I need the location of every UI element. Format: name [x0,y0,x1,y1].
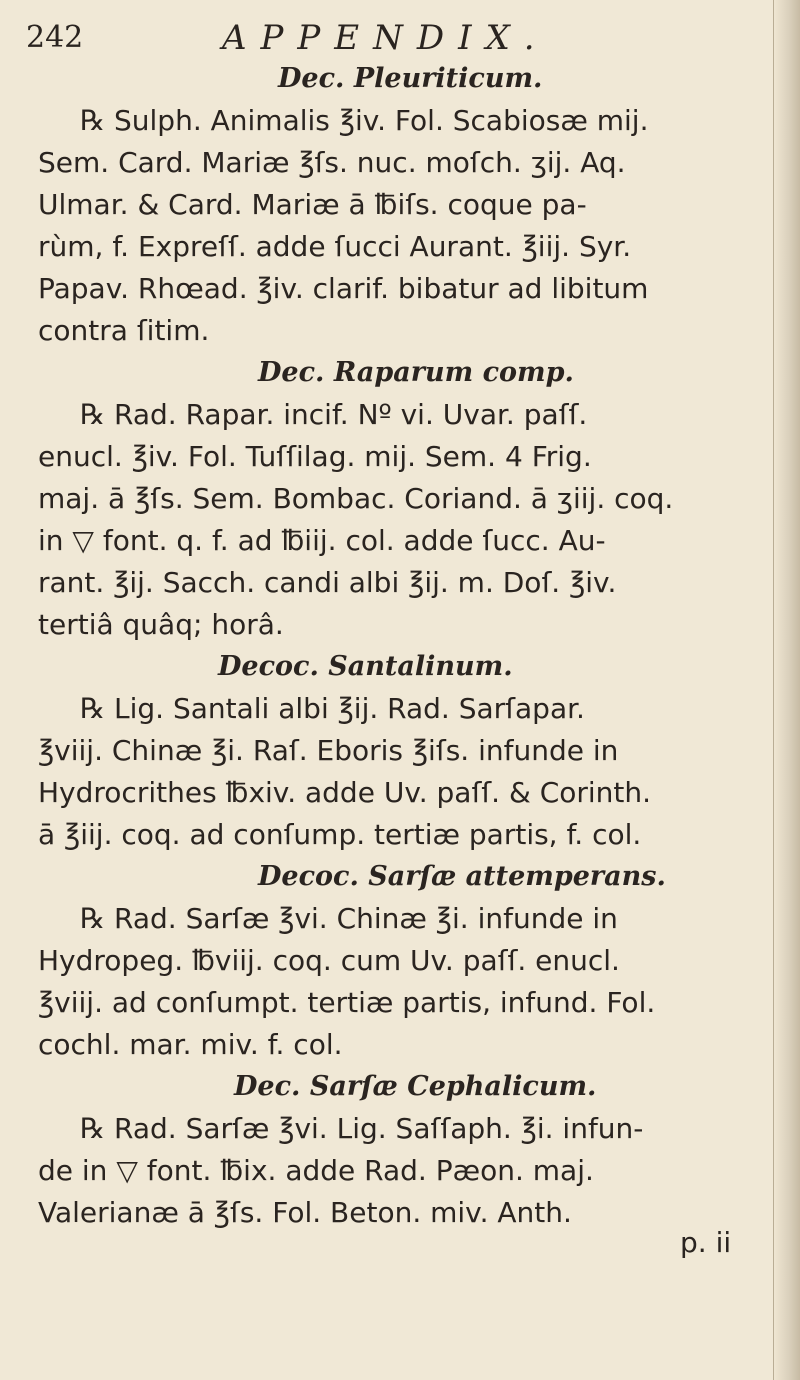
page-header [26,16,760,56]
page-number: 242 [26,20,84,55]
recipe-line: ā ℥iij. coq. ad conſump. tertiæ partis, f. col. [38,818,642,851]
page-gutter-edge [773,0,800,1380]
recipe-line: Ulmar. & Card. Mariæ ā ℔iſs. coque pa- [38,188,587,221]
recipe-line: ℞ Rad. Sarſæ ℥vi. Chinæ ℥i. infunde in [80,902,618,935]
recipe-title: Dec. Pleuriticum. [278,63,543,94]
recipe-line: Hydrocrithes ℔xiv. adde Uv. paſſ. & Corinth. [38,776,652,809]
recipe-title: Decoc. Sarſæ attemperans. [258,861,666,892]
recipe-line: Hydropeg. ℔viij. coq. cum Uv. paſſ. enucl. [38,944,620,977]
recipe-line: maj. ā ℥ſs. Sem. Bombac. Coriand. ā ʒiij. coq. [38,482,674,515]
recipe-line: Sem. Card. Mariæ ℥ſs. nuc. moſch. ʒij. Aq. [38,146,626,179]
recipe-line: contra ſitim. [38,314,210,347]
recipe-line: enucl. ℥iv. Fol. Tuſſilag. mij. Sem. 4 Frig. [38,440,592,473]
recipe-line: ℥viij. ad conſumpt. tertiæ partis, infund. Fol. [38,986,656,1019]
recipe-line: Valerianæ ā ℥ſs. Fol. Beton. miv. Anth. [38,1196,572,1229]
recipe-line: in ▽ font. q. f. ad ℔iij. col. adde ſucc. Au- [38,524,606,557]
recipe-line: rant. ℥ij. Sacch. candi albi ℥ij. m. Doſ. ℥iv. [38,566,617,599]
recipe-line: ℞ Rad. Rapar. incif. Nº vi. Uvar. paſſ. [80,398,588,431]
catchword: p. ii [680,1226,732,1259]
recipe-line: cochl. mar. miv. f. col. [38,1028,343,1061]
recipe-line: rùm, f. Expreſſ. adde ſucci Aurant. ℥iij. Syr. [38,230,632,263]
recipe-title: Decoc. Santalinum. [218,651,513,682]
recipe-title: Dec. Sarſæ Cephalicum. [234,1071,597,1102]
running-head: APPENDIX. [222,18,549,58]
recipe-line: ℞ Rad. Sarſæ ℥vi. Lig. Saſſaph. ℥i. infun- [80,1112,644,1145]
recipe-line: ℞ Sulph. Animalis ℥iv. Fol. Scabiosæ mij. [80,104,649,137]
recipe-line: ℥viij. Chinæ ℥i. Raſ. Eboris ℥iſs. infunde in [38,734,619,767]
page-body [38,58,790,1234]
recipe-line: Papav. Rhœad. ℥iv. clarif. bibatur ad libitum [38,272,649,305]
recipe-line: tertiâ quâq; horâ. [38,608,284,641]
recipe-line: ℞ Lig. Santali albi ℥ij. Rad. Sarſapar. [80,692,585,725]
recipe-line: de in ▽ font. ℔ix. adde Rad. Pæon. maj. [38,1154,594,1187]
recipe-title: Dec. Raparum comp. [258,357,574,388]
